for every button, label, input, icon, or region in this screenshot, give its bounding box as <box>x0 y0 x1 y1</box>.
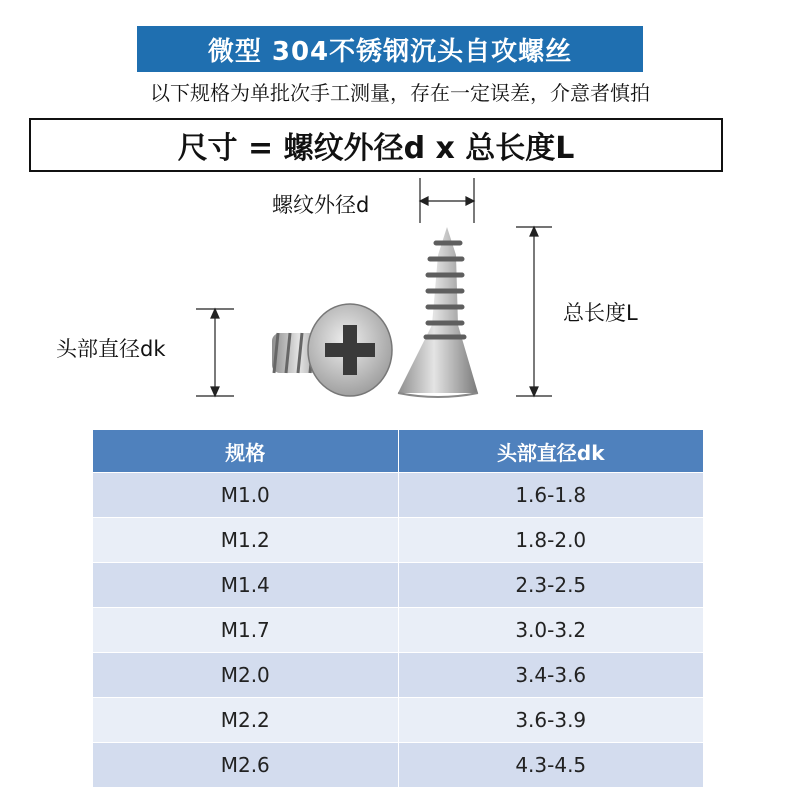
column-header-spec: 规格 <box>93 430 398 473</box>
head-diameter-cell: 3.0-3.2 <box>398 608 703 653</box>
table-row <box>93 563 703 608</box>
total-length-dimension <box>516 227 552 396</box>
spec-cell: M2.2 <box>93 698 398 743</box>
table-row <box>93 653 703 698</box>
total-length-label: 总长度L <box>563 301 638 325</box>
head-diameter-cell: 1.8-2.0 <box>398 518 703 563</box>
table-row <box>93 743 703 788</box>
head-diameter-cell: 3.4-3.6 <box>398 653 703 698</box>
table-header-row <box>93 430 703 473</box>
page-title: 微型 304不锈钢沉头自攻螺丝 <box>207 36 573 67</box>
spec-cell: M1.0 <box>93 473 398 518</box>
head-diameter-label: 头部直径dk <box>56 337 166 361</box>
table-row <box>93 473 703 518</box>
head-diameter-cell: 2.3-2.5 <box>398 563 703 608</box>
title-banner <box>137 26 643 72</box>
diagram-graphics <box>0 175 800 425</box>
spec-cell: M1.4 <box>93 563 398 608</box>
spec-table <box>93 430 703 787</box>
head-diameter-cell: 1.6-1.8 <box>398 473 703 518</box>
table-row <box>93 698 703 743</box>
thread-diameter-label: 螺纹外径d <box>272 193 370 217</box>
thread-diameter-dimension <box>420 178 474 223</box>
table-row <box>93 608 703 653</box>
head-diameter-cell: 4.3-4.5 <box>398 743 703 788</box>
size-formula: 尺寸 = 螺纹外径d x 总长度L <box>177 131 575 166</box>
spec-cell: M2.6 <box>93 743 398 788</box>
table-row <box>93 518 703 563</box>
spec-cell: M2.0 <box>93 653 398 698</box>
spec-cell: M1.2 <box>93 518 398 563</box>
screw-side-view-icon <box>398 227 478 397</box>
head-diameter-dimension <box>196 309 234 396</box>
screw-head-view-icon <box>272 304 392 396</box>
spec-cell: M1.7 <box>93 608 398 653</box>
screw-diagram <box>0 175 800 425</box>
size-formula-box <box>29 118 723 172</box>
column-header-head-diameter: 头部直径dk <box>398 430 703 473</box>
measurement-note: 以下规格为单批次手工测量，存在一定误差，介意者慎拍 <box>150 81 650 105</box>
head-diameter-cell: 3.6-3.9 <box>398 698 703 743</box>
